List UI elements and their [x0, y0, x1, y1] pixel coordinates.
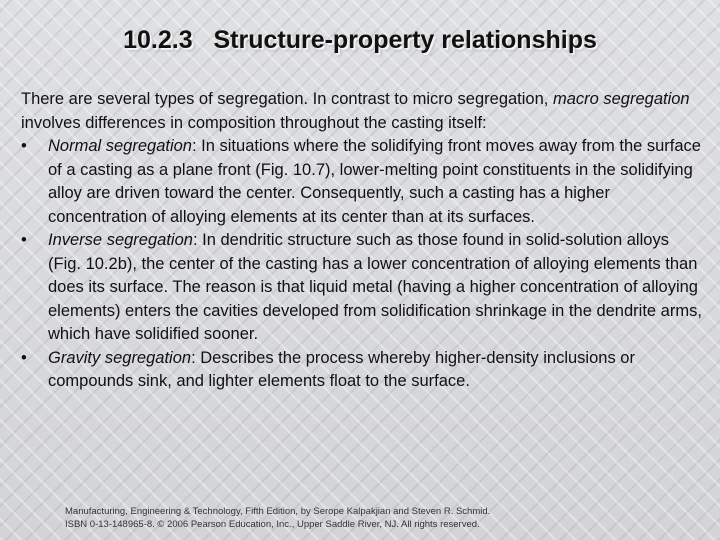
- footer-line: Manufacturing, Engineering & Technology, Fifth Edition, by Serope Kalpakjian and Steven R. Schmid.: [65, 506, 491, 517]
- bullet-term: Inverse segregation: [48, 231, 193, 249]
- bullet-text: : In situations where the solidifying front moves away from the surface of a casting as a plane front (Fig. 10.7), lower-melting point constituents in the solidifying alloy are driven toward the center. Consequently, such a casting has a higher concentration of alloying elements at its center than at its surfaces.: [48, 137, 701, 226]
- bullet-term: Normal segregation: [48, 137, 192, 155]
- intro-text-end: involves differences in composition throughout the casting itself:: [21, 113, 487, 132]
- bullet-text: : In dendritic structure such as those found in solid-solution alloys (Fig. 10.2b), the center of the casting has a lower concentration of alloying elements than does its surface. The reason is that liquid metal (having a higher concentration of alloying elements) enters the cavities developed from solidification shrinkage in the dendrite arms, which have solidified sooner.: [48, 231, 702, 343]
- bullet-marker: •: [21, 231, 27, 249]
- bullet-item-normal-segregation: [21, 135, 705, 229]
- intro-paragraph: [21, 88, 705, 135]
- intro-text: There are several types of segregation. In contrast to micro segregation,: [21, 90, 553, 108]
- slide-body: [21, 88, 705, 394]
- bullet-text: : Describes the process whereby higher-density inclusions or compounds sink, and lighter elements float to the surface.: [48, 348, 635, 390]
- footer-line: ISBN 0-13-148965-8. © 2006 Pearson Education, Inc., Upper Saddle River, NJ. All rights reserved.: [65, 519, 480, 530]
- bullet-marker: •: [21, 348, 27, 367]
- bullet-list: [21, 135, 705, 394]
- bullet-term: Gravity segregation: [48, 348, 192, 367]
- slide-title: 10.2.3 Structure-property relationships: [123, 26, 597, 54]
- bullet-marker: •: [21, 137, 27, 155]
- footer-citation: [65, 505, 665, 531]
- bullet-item-inverse-segregation: [21, 229, 705, 347]
- bullet-item-gravity-segregation: [21, 347, 705, 394]
- intro-term: macro segregation: [552, 90, 690, 108]
